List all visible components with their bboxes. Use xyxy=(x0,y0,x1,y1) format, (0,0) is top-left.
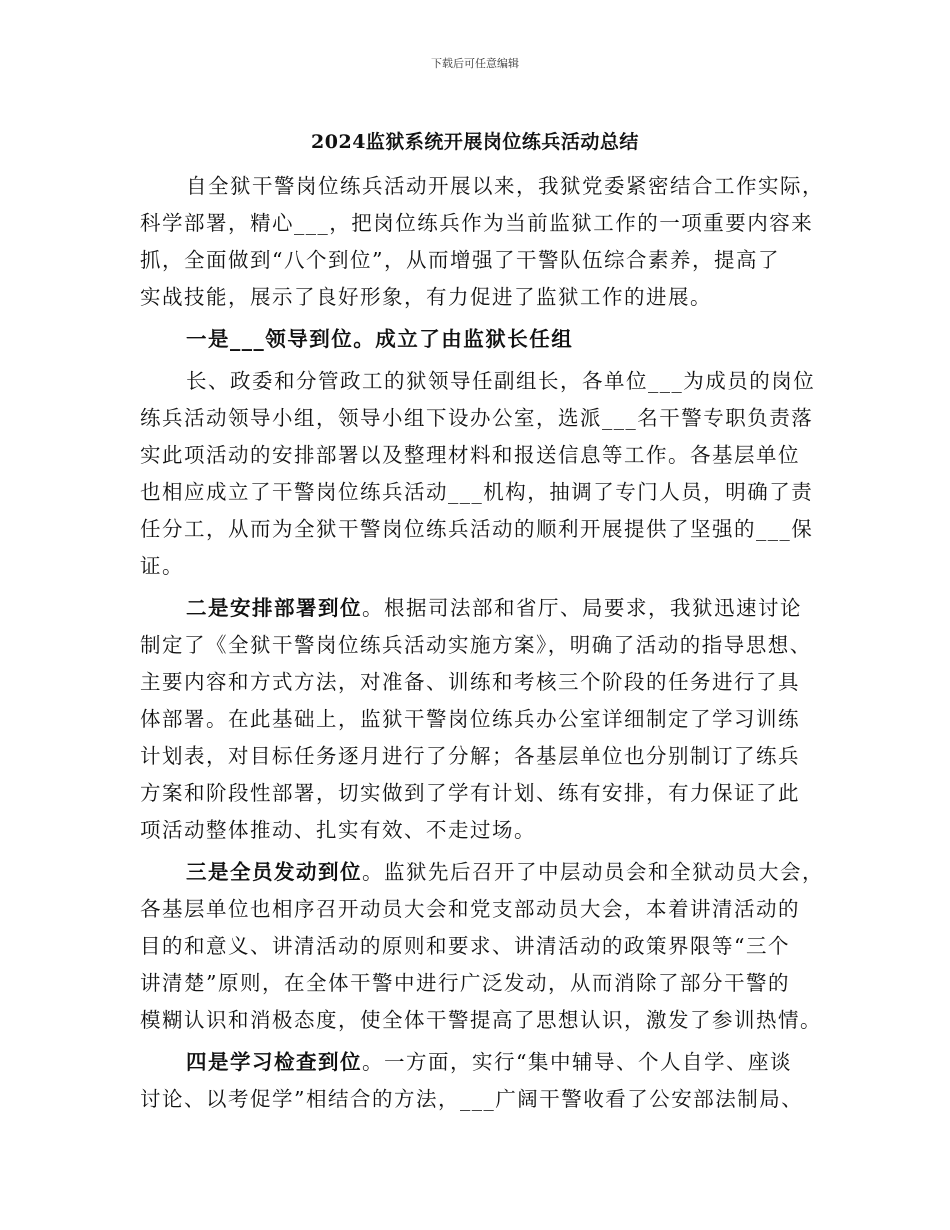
text-line: 方案和阶段性部署，切实做到了学有计划、练有安排，有力保证了此 xyxy=(140,781,800,805)
text-line: 抓，全面做到“八个到位”，从而增强了干警队伍综合素养，提高了 xyxy=(140,248,780,272)
text-line: 讲清楚”原则，在全体干警中进行广泛发动，从而消除了部分干警的 xyxy=(140,971,790,995)
text-line xyxy=(140,1044,828,1081)
paragraph-intro xyxy=(140,168,828,316)
text-line: 长、政委和分管政工的狱领导任副组长，各单位___为成员的岗位 xyxy=(186,369,816,393)
text-line: 讨论、以考促学”相结合的方法，___广阔干警收看了公安部法制局、 xyxy=(140,1087,804,1111)
text-line: 模糊认识和消极态度，使全体干警提高了思想认识，激发了参训热情。 xyxy=(140,1008,822,1032)
text-line: 目的和意义、讲清活动的原则和要求、讲清活动的政策界限等“三个 xyxy=(140,934,790,958)
paragraph-lead: 一是___领导到位。成立了由监狱长任组 xyxy=(186,327,574,351)
text-line: 练兵活动领导小组，领导小组下设办公室，选派___名干警专职负责落 xyxy=(140,406,814,430)
text-line: 也相应成立了干警岗位练兵活动___机构，抽调了专门人员，明确了责 xyxy=(140,480,814,504)
text-line: 实此项活动的安排部署以及整理材料和报送信息等工作。各基层单位 xyxy=(140,443,800,467)
text-line: 计划表，对目标任务逐月进行了分解；各基层单位也分别制订了练兵 xyxy=(140,744,800,768)
text-line: 实战技能，展示了良好形象，有力促进了监狱工作的进展。 xyxy=(140,285,712,309)
text-line: 自全狱干警岗位练兵活动开展以来，我狱党委紧密结合工作实际， xyxy=(186,174,824,198)
text-line: 制定了《全狱干警岗位练兵活动实施方案》，明确了活动的指导思想、 xyxy=(140,633,812,657)
paragraph-point-four xyxy=(140,1044,828,1118)
paragraph-lead: 三是全员发动到位 xyxy=(186,860,362,884)
text-line: 各基层单位也相序召开动员大会和党支部动员大会，本着讲清活动的 xyxy=(140,897,800,921)
paragraph-lead: 四是学习检查到位 xyxy=(186,1050,362,1074)
paragraph-lead: 二是安排部署到位 xyxy=(186,596,362,620)
paragraph-point-two xyxy=(140,590,828,849)
header-note: 下载后可任意编辑 xyxy=(431,57,519,70)
text-run: 。根据司法部和省厅、局要求，我狱迅速讨论 xyxy=(362,596,802,620)
text-line xyxy=(140,590,828,627)
text-line xyxy=(140,854,828,891)
text-line: 主要内容和方式方法，对准备、训练和考核三个阶段的任务进行了具 xyxy=(140,670,800,694)
text-line: 证。 xyxy=(140,554,184,578)
text-line: 任分工，从而为全狱干警岗位练兵活动的顺利开展提供了坚强的___保 xyxy=(140,517,814,541)
text-line: 科学部署，精心___，把岗位练兵作为当前监狱工作的一项重要内容来 xyxy=(140,211,814,235)
page-title: 2024监狱系统开展岗位练兵活动总结 xyxy=(311,131,639,153)
paragraph-point-one-heading xyxy=(140,321,828,358)
text-line: 项活动整体推动、扎实有效、不走过场。 xyxy=(140,818,536,842)
text-line: 体部署。在此基础上，监狱干警岗位练兵办公室详细制定了学习训练 xyxy=(140,707,800,731)
text-run: 。监狱先后召开了中层动员会和全狱动员大会， xyxy=(362,860,824,884)
paragraph-point-one xyxy=(140,363,828,585)
paragraph-point-three xyxy=(140,854,828,1039)
text-run: 。一方面，实行“集中辅导、个人自学、座谈 xyxy=(362,1050,792,1074)
document-body xyxy=(140,168,828,1123)
